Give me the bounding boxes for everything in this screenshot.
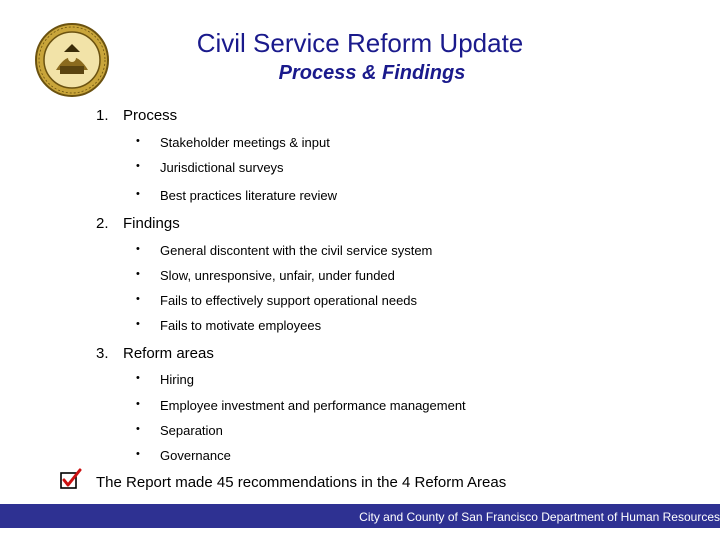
bullet-icon: • [136, 160, 140, 172]
footer-text: City and County of San Francisco Department of Human Resources [359, 510, 720, 524]
section-findings [96, 215, 180, 232]
section-process [96, 107, 177, 124]
bullet-icon: • [136, 448, 140, 460]
section-number: 1. [96, 107, 109, 124]
bullet-icon: • [136, 135, 140, 147]
section-number: 2. [96, 215, 109, 232]
page-subtitle: Process & Findings [278, 62, 466, 84]
city-seal-icon [34, 22, 110, 98]
section-label: Reform areas [123, 345, 214, 362]
bullet-icon: • [136, 372, 140, 384]
bullet-icon: • [136, 293, 140, 305]
section-reform-areas [96, 345, 214, 362]
page-title: Civil Service Reform Update [196, 28, 524, 58]
bullet-icon: • [136, 243, 140, 255]
bullet-icon: • [136, 423, 140, 435]
bullet-icon: • [136, 268, 140, 280]
checkbox-checked-icon [60, 468, 82, 490]
footer-bar [0, 504, 720, 528]
bullet-icon: • [136, 398, 140, 410]
bullet-icon: • [136, 188, 140, 200]
summary-text: The Report made 45 recommendations in the 4 Reform Areas [96, 474, 507, 491]
section-label: Findings [123, 215, 180, 232]
section-number: 3. [96, 345, 109, 362]
section-label: Process [123, 107, 178, 124]
bullet-icon: • [136, 318, 140, 330]
